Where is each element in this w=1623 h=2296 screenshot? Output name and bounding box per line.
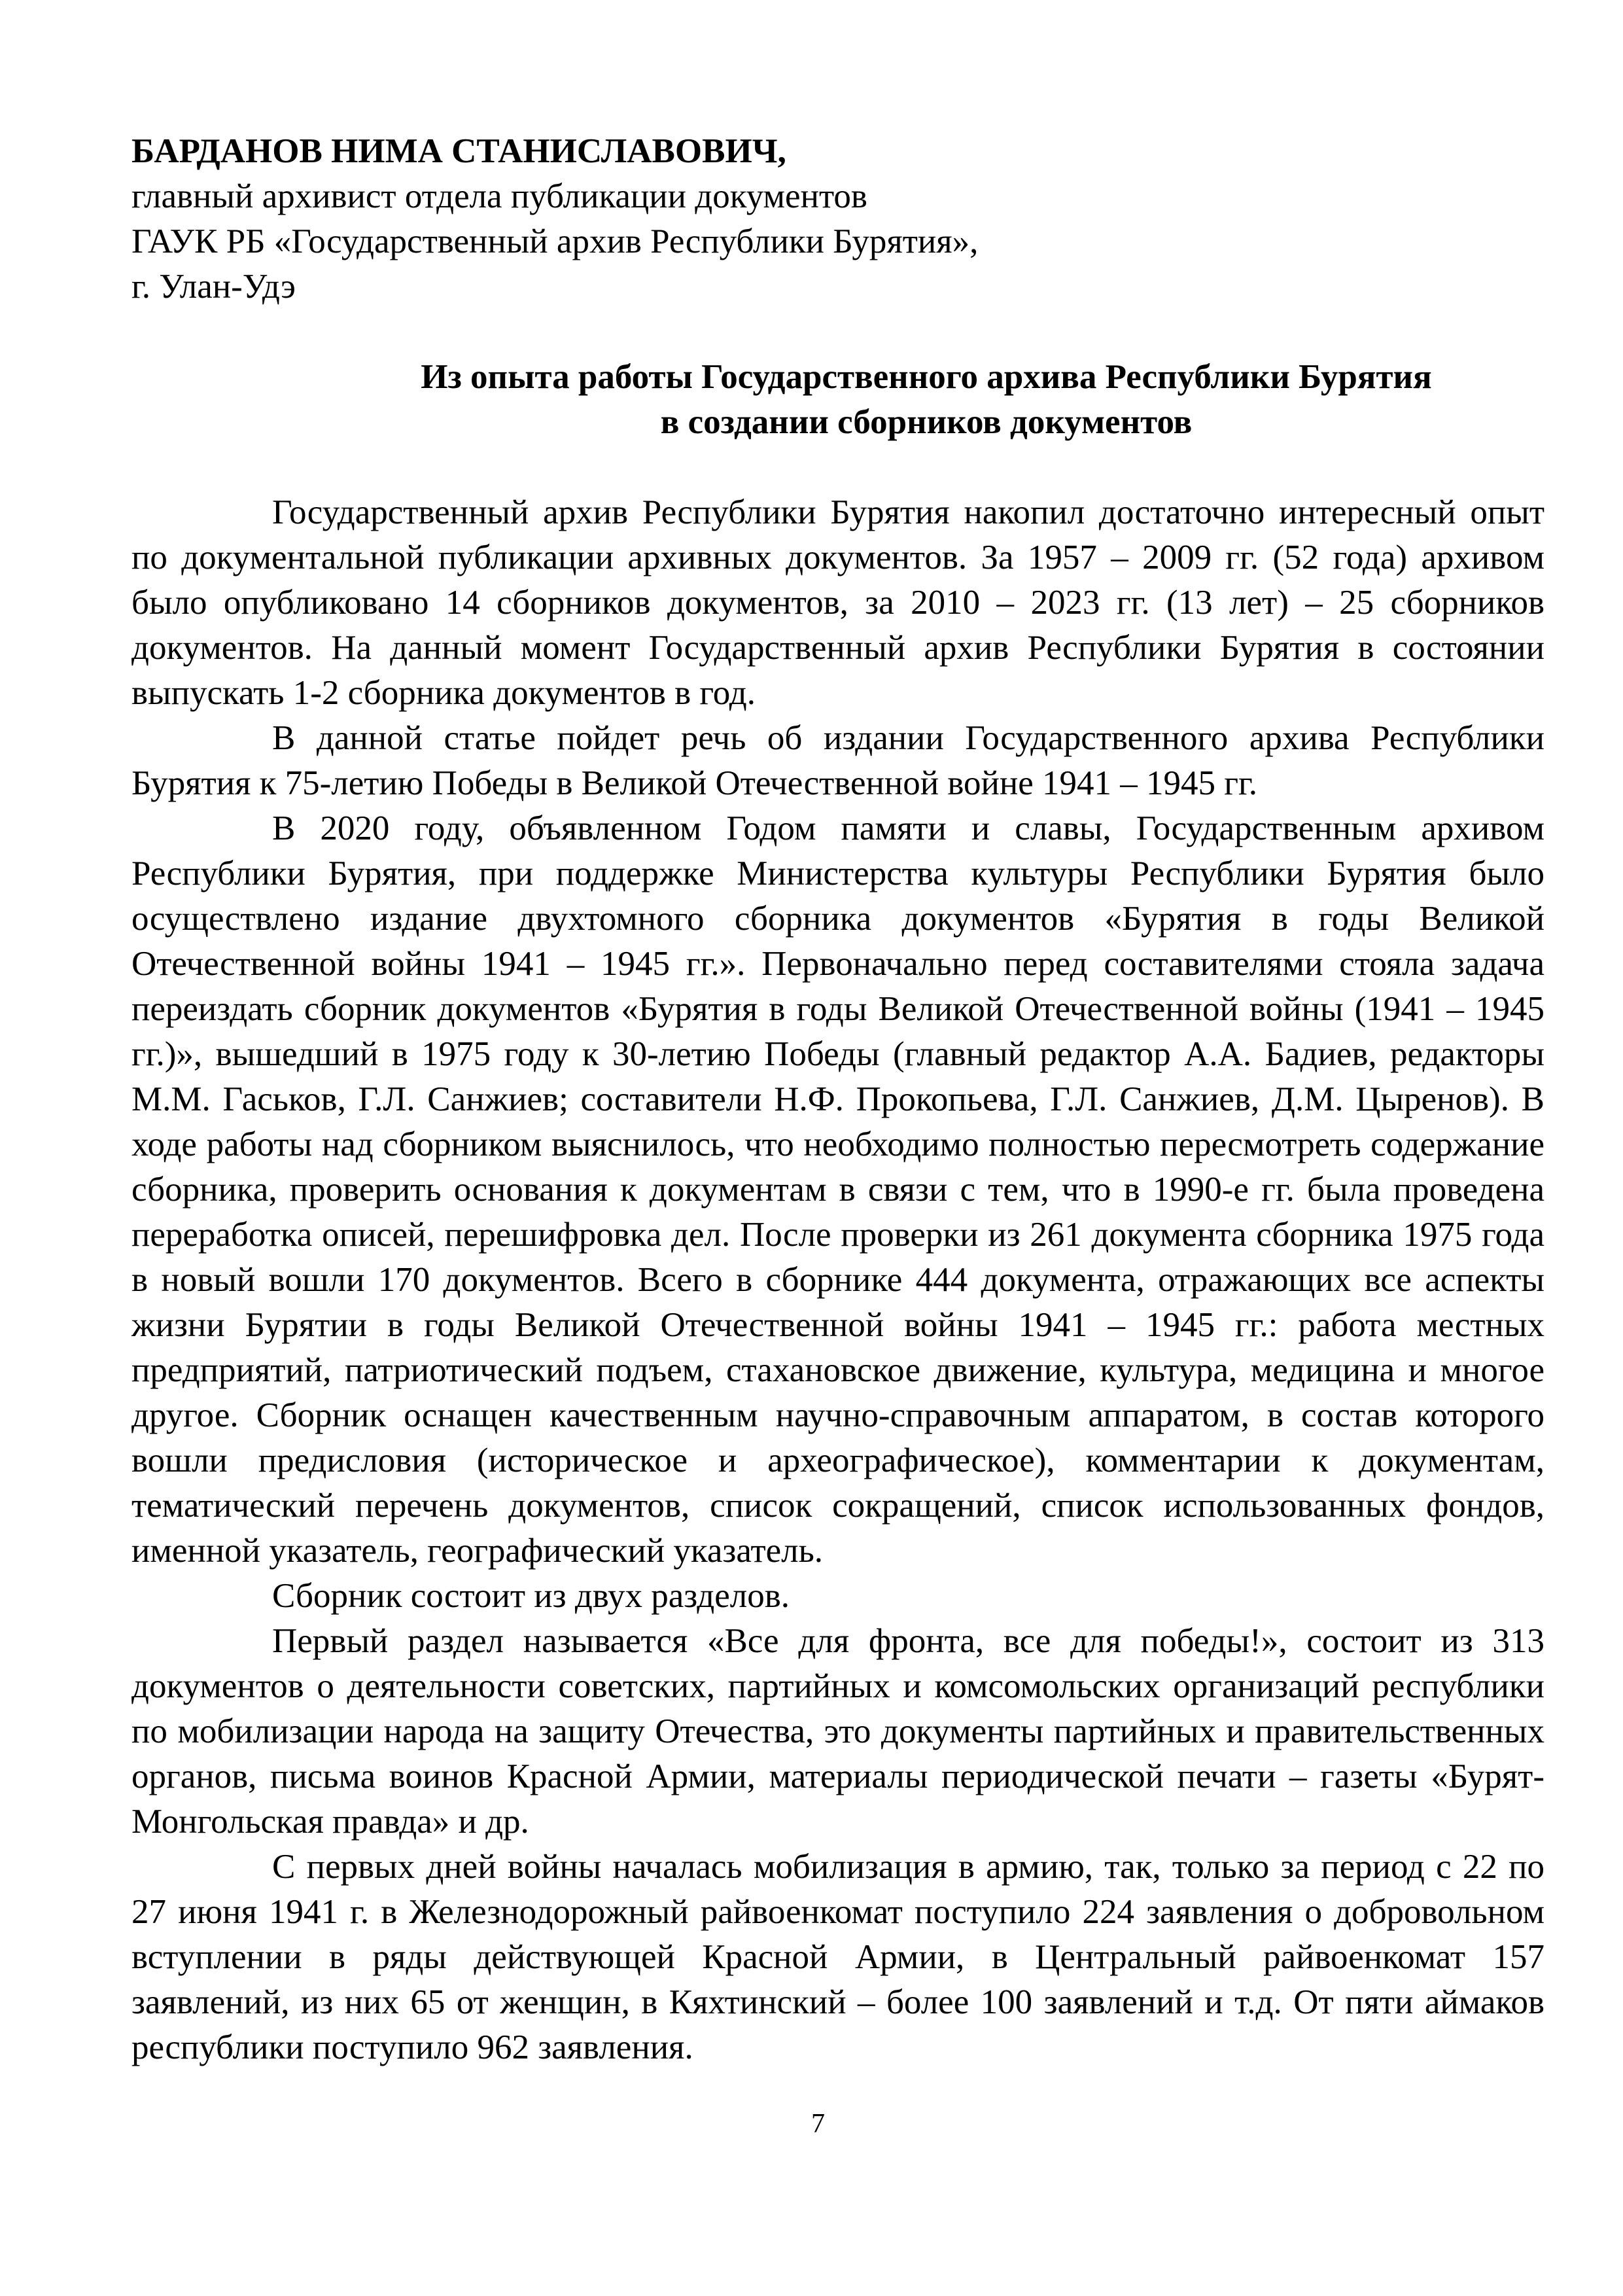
paragraph: В данной статье пойдет речь об издании Государственного архива Республики Бурятия к 75-летию Победы в Великой Отечественной войне 1941 – 1945 гг. [131, 719, 1544, 802]
paragraph: Сборник состоит из двух разделов. [272, 1577, 790, 1615]
author-name: БАРДАНОВ НИМА СТАНИСЛАВОВИЧ, [131, 132, 786, 170]
author-city: г. Улан-Удэ [131, 268, 296, 306]
document-page [131, 129, 1544, 2070]
author-block [131, 129, 1544, 309]
article-title [131, 355, 1544, 445]
paragraph: С первых дней войны началась мобилизация в армию, так, только за период с 22 по 27 июня 1941 г. в Железнодорожный райвоенкомат поступило 224 заявления о добровольном вступлении в ряды действующей Красной Армии, в Центральный райвоенкомат 157 заявлений, из них 65 от женщин, в Кяхтинский – более 100 заявлений и т.д. От пяти аймаков республики поступило 962 заявления. [131, 1848, 1544, 2066]
paragraph: Государственный архив Республики Бурятия накопил достаточно интересный опыт по документальной публикации архивных документов. За 1957 – 2009 гг. (52 года) архивом было опубликовано 14 сборников документов, за 2010 – 2023 гг. (13 лет) – 25 сборников документов. На данный момент Государственный архив Республики Бурятия в состоянии выпускать 1-2 сборника документов в год. [131, 493, 1544, 712]
paragraph: Первый раздел называется «Все для фронта, все для победы!», состоит из 313 документов о деятельности советских, партийных и комсомольских организаций республики по мобилизации народа на защиту Отечества, это документы партийных и правительственных органов, письма воинов Красной Армии, материалы периодической печати – газеты «Бурят-Монгольская правда» и др. [131, 1622, 1544, 1841]
article-body [131, 490, 1544, 2070]
page-number: 7 [811, 2109, 825, 2139]
author-organization: ГАУК РБ «Государственный архив Республики Бурятия», [131, 222, 979, 260]
author-position: главный архивист отдела публикации документов [131, 177, 867, 215]
article-title-line-1: Из опыта работы Государственного архива Республики Бурятия [421, 358, 1432, 396]
paragraph: В 2020 году, объявленном Годом памяти и славы, Государственным архивом Республики Бурятия, при поддержке Министерства культуры Республики Бурятия было осуществлено издание двухтомного сборника документов «Бурятия в годы Великой Отечественной войны 1941 – 1945 гг.». Первоначально перед составителями стояла задача переиздать сборник документов «Бурятия в годы Великой Отечественной войны (1941 – 1945 гг.)», вышедший в 1975 году к 30-летию Победы (главный редактор А.А. Бадиев, редакторы М.М. Гаськов, Г.Л. Санжиев; составители Н.Ф. Прокопьева, Г.Л. Санжиев, Д.М. Цыренов). В ходе работы над сборником выяснилось, что необходимо полностью пересмотреть содержание сборника, проверить основания к документам в связи с тем, что в 1990-е гг. была проведена переработка описей, перешифровка дел. После проверки из 261 документа сборника 1975 года в новый вошли 170 документов. Всего в сборнике 444 документа, отражающих все аспекты жизни Бурятии в годы Великой Отечественной войны 1941 – 1945 гг.: работа местных предприятий, патриотический подъем, стахановское движение, культура, медицина и многое другое. Сборник оснащен качественным научно-справочным аппаратом, в состав которого вошли предисловия (историческое и археографическое), комментарии к документам, тематический перечень документов, список сокращений, список использованных фондов, именной указатель, географический указатель. [131, 809, 1544, 1570]
article-title-line-2: в создании сборников документов [660, 403, 1193, 441]
